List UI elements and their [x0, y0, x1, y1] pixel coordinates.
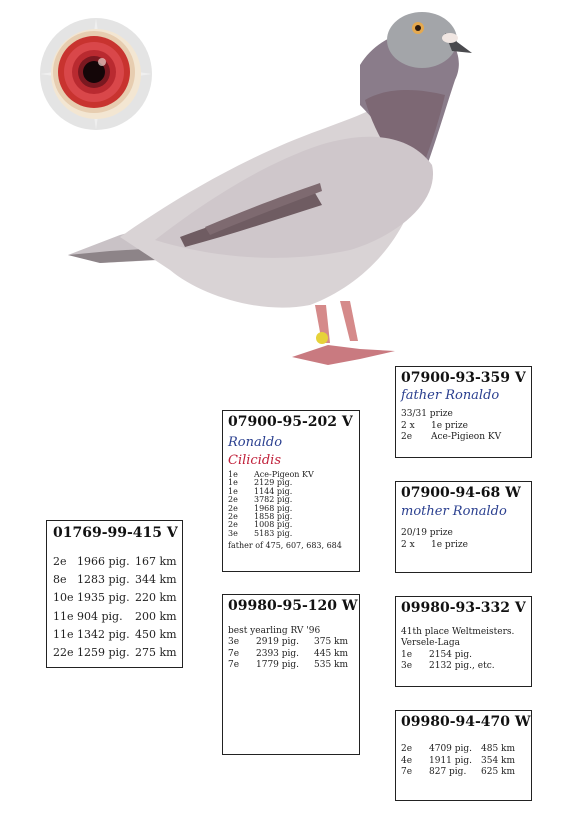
sire-note: father of 475, 607, 683, 684 — [228, 541, 342, 551]
result-birds: 1966 pig. — [77, 555, 130, 568]
result-distance: 485 km — [481, 744, 516, 754]
info-line-right: 1e prize — [431, 420, 468, 431]
result-place: 7e — [228, 660, 240, 670]
bird-ring-number: 01769-99-415 V — [53, 525, 178, 541]
dam-results — [228, 637, 354, 672]
info-line-left: 20/19 prize — [401, 528, 453, 538]
dam-note: best yearling RV '96 — [228, 626, 321, 636]
result-place: 2e — [228, 512, 238, 522]
result-row — [53, 608, 176, 626]
result-place: 22e — [53, 646, 74, 660]
dam-ring-number: 09980-95-120 W — [228, 598, 358, 614]
grandsire-father-card — [395, 366, 532, 458]
result-place: 1e — [228, 486, 238, 496]
result-place: 2e — [228, 503, 238, 513]
result-birds: 2393 pig. — [256, 648, 300, 659]
result-place: 1e — [401, 650, 413, 660]
result-text: 1858 pig. — [254, 512, 293, 522]
result-place: 11e — [53, 627, 74, 641]
result-place: 7e — [401, 767, 413, 777]
result-row — [228, 530, 354, 538]
result-distance: 535 km — [314, 660, 349, 670]
info-line — [401, 540, 526, 552]
result-distance: 167 km — [135, 555, 177, 568]
result-birds: 4709 pig. — [429, 744, 473, 754]
result-birds: 1935 pig. — [77, 591, 130, 605]
result-text: 2132 pig., etc. — [429, 661, 495, 671]
result-distance: 200 km — [135, 609, 177, 623]
grandsire-dam-results — [401, 650, 526, 672]
grandsire-dam-lines — [401, 627, 526, 649]
grandsire-dam-card — [395, 596, 532, 687]
result-place: 2e — [53, 555, 67, 568]
result-place: 3e — [228, 637, 240, 647]
result-row — [53, 553, 176, 571]
granddam-mother-name: mother Ronaldo — [401, 504, 507, 519]
dam-card — [222, 594, 360, 755]
result-text: 3782 pig. — [254, 495, 293, 505]
granddam-dam-card — [395, 710, 532, 801]
result-place: 8e — [53, 573, 67, 587]
result-row — [401, 756, 526, 768]
result-place: 3e — [228, 528, 238, 538]
result-birds: 1911 pig. — [429, 755, 473, 766]
result-distance: 354 km — [481, 755, 516, 766]
info-line — [401, 432, 526, 444]
granddam-mother-card — [395, 481, 532, 573]
result-distance: 625 km — [481, 767, 516, 777]
result-distance: 375 km — [314, 637, 349, 647]
sire-subname: Cilicidis — [228, 453, 282, 468]
result-text: 1144 pig. — [254, 486, 293, 496]
result-row — [401, 650, 526, 661]
result-distance: 450 km — [135, 627, 177, 641]
info-line-right: 1e prize — [431, 539, 468, 550]
info-line: 41th place Weltmeisters. — [401, 627, 515, 637]
result-birds: 1779 pig. — [256, 660, 300, 670]
result-row — [401, 744, 526, 756]
result-birds: 904 pig. — [77, 609, 123, 623]
result-place: 3e — [401, 661, 413, 671]
pigeon-photo — [60, 5, 480, 375]
info-line-left: 2 x — [401, 539, 415, 550]
result-row — [228, 637, 354, 649]
result-birds: 1259 pig. — [77, 646, 130, 660]
info-line-left: 2e — [401, 432, 413, 442]
result-place: 1e — [228, 478, 238, 488]
result-text: Ace-Pigeon KV — [254, 470, 314, 479]
granddam-dam-results — [401, 744, 526, 779]
grandsire-father-name: father Ronaldo — [401, 388, 500, 403]
result-row — [53, 571, 176, 589]
result-distance: 275 km — [135, 646, 177, 660]
result-place: 11e — [53, 609, 74, 623]
bird-results — [53, 553, 176, 662]
result-place: 7e — [228, 648, 240, 659]
result-distance: 445 km — [314, 648, 349, 659]
result-place: 1e — [228, 470, 238, 479]
result-birds: 2919 pig. — [256, 637, 300, 647]
result-row — [53, 589, 176, 607]
granddam-mother-ring-number: 07900-94-68 W — [401, 485, 521, 501]
info-line — [401, 409, 526, 421]
info-line: Versele-Laga — [401, 638, 460, 648]
sire-card — [222, 410, 360, 572]
result-place: 2e — [228, 495, 238, 505]
result-birds: 1283 pig. — [77, 573, 130, 587]
result-text: 2154 pig. — [429, 650, 473, 660]
result-text: 2129 pig. — [254, 478, 293, 488]
result-distance: 220 km — [135, 591, 177, 605]
info-line — [401, 528, 526, 540]
result-row — [401, 767, 526, 779]
result-place: 2e — [228, 520, 238, 530]
info-line-right: Ace-Pigieon KV — [431, 432, 502, 442]
result-birds: 1342 pig. — [77, 627, 130, 641]
info-line — [401, 421, 526, 433]
result-distance: 344 km — [135, 573, 177, 587]
info-line-left: 33/31 prize — [401, 409, 453, 419]
sire-ring-number: 07900-95-202 V — [228, 414, 353, 430]
result-birds: 827 pig. — [429, 767, 467, 777]
result-row — [401, 661, 526, 672]
result-place: 10e — [53, 591, 74, 605]
result-row — [53, 626, 176, 644]
result-text: 1008 pig. — [254, 520, 293, 530]
bird-card — [46, 520, 183, 668]
grandsire-father-lines — [401, 409, 526, 444]
granddam-mother-lines — [401, 528, 526, 551]
sire-name: Ronaldo — [228, 435, 283, 450]
info-line-left: 2 x — [401, 420, 415, 431]
granddam-dam-ring-number: 09980-94-470 W — [401, 714, 531, 730]
result-text: 5183 pig. — [254, 528, 293, 538]
result-place: 2e — [401, 744, 413, 754]
result-place: 4e — [401, 755, 413, 766]
grandsire-dam-ring-number: 09980-93-332 V — [401, 600, 526, 616]
sire-results — [228, 471, 354, 538]
result-row — [228, 660, 354, 672]
result-row — [53, 644, 176, 662]
grandsire-father-ring-number: 07900-93-359 V — [401, 370, 526, 386]
result-row — [228, 649, 354, 661]
result-text: 1968 pig. — [254, 503, 293, 513]
